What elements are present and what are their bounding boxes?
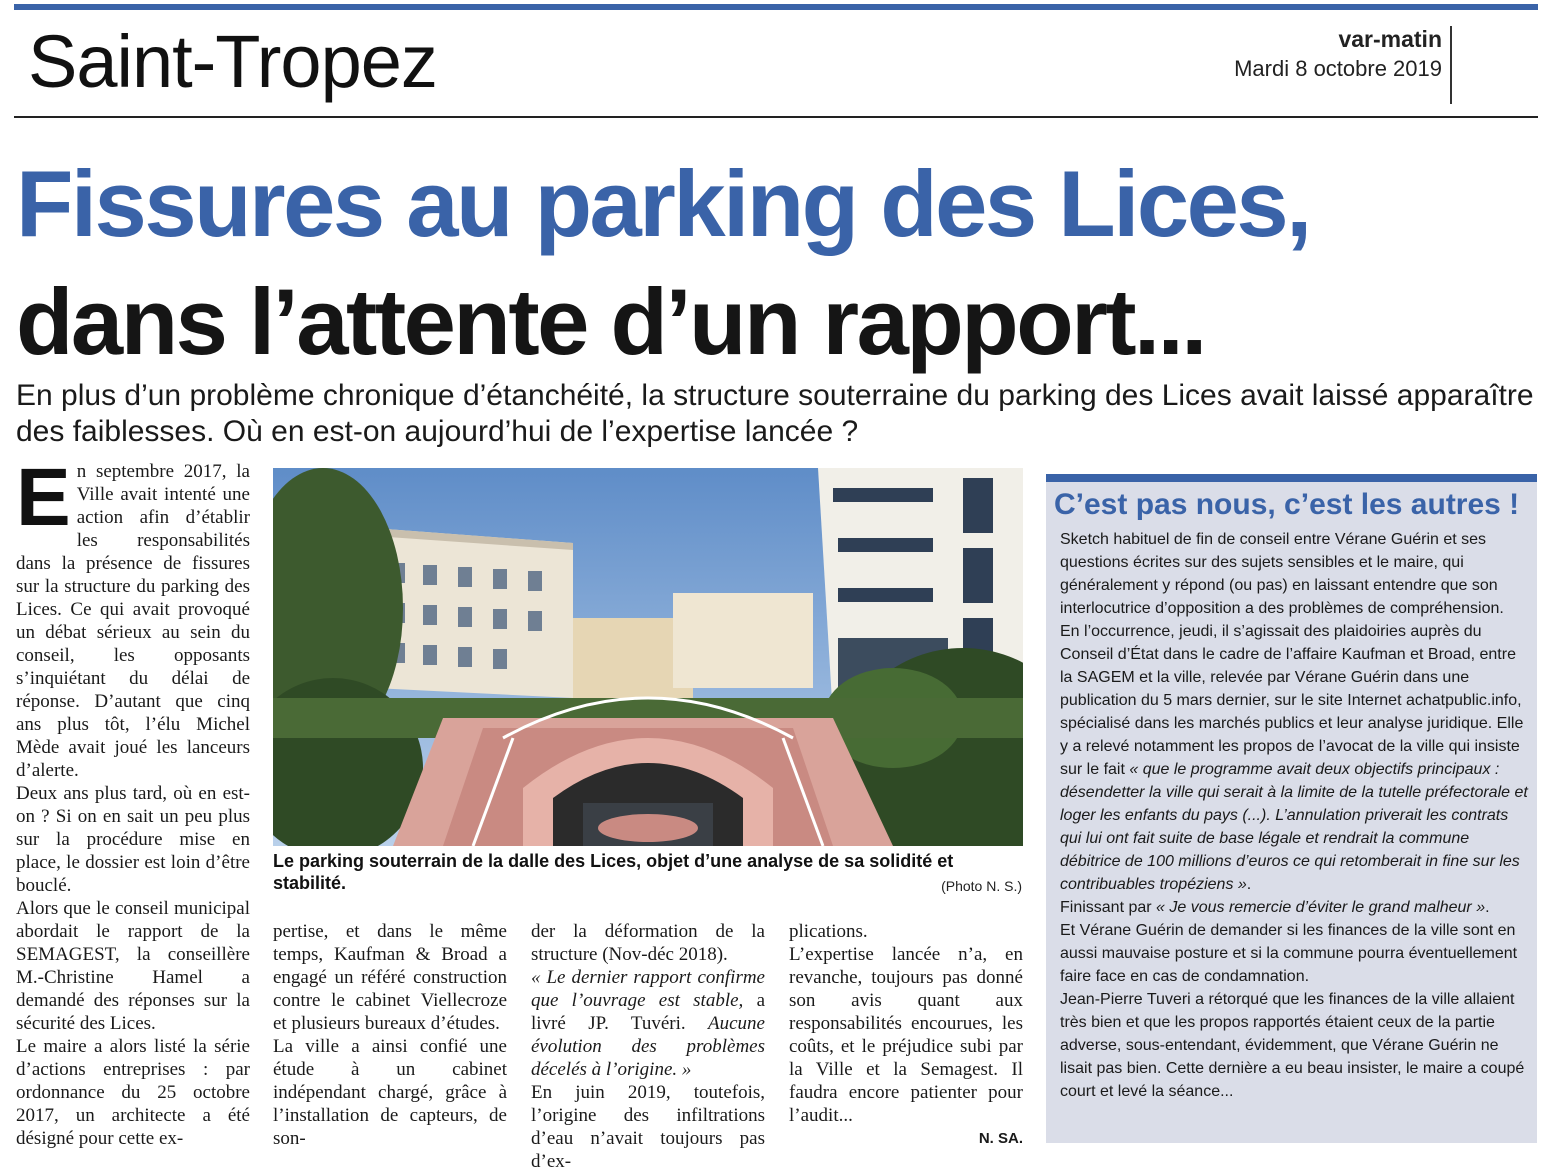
- sidebar-quote: « Je vous remercie d’éviter le grand malheur »: [1156, 899, 1486, 916]
- article-column-1: [16, 452, 250, 1150]
- sidebar-paragraph: Sketch habituel de fin de conseil entre Vérane Guérin et ses questions écrites sur des sujets sensibles et le maire, qui généralement y répond (ou pas) en laissant entendre que son interlocutrice d’opposition a des problèmes de compréhension.: [1060, 531, 1504, 617]
- sidebar-top-bar: [1046, 474, 1537, 482]
- quote-text: Aucune évolution des problèmes décelés à l’origine. »: [531, 1013, 765, 1080]
- paragraph: L’expertise lancée n’a, en revanche, toujours pas donné son avis quant aux responsabilités encourues, les coûts, et le préjudice subi par la Ville et la Semagest. Il faudra encore patienter pour l’audit...: [789, 944, 1023, 1126]
- quote-paragraph: [531, 966, 765, 1081]
- sidebar-text: Finissant par: [1060, 899, 1157, 916]
- article-column-2: [273, 920, 507, 1150]
- publication-date: Mardi 8 octobre 2019: [1234, 56, 1442, 81]
- paragraph: pertise, et dans le même temps, Kaufman & Broad a engagé un référé construction contre le cabinet Viellecroze et plusieurs bureaux d’études.: [273, 921, 507, 1034]
- headline-line-1: Fissures au parking des Lices,: [16, 151, 1310, 256]
- standfirst: En plus d’un problème chronique d’étanchéité, la structure souterraine du parking des Lices avait laissé apparaître des faiblesses. Où en est-on aujourd’hui de l’expertise lancée ?: [16, 379, 1534, 448]
- photo-credit: (Photo N. S.): [941, 878, 1022, 894]
- paragraph: der la déformation de la structure (Nov-déc 2018).: [531, 921, 765, 965]
- sidebar-box: [1046, 474, 1537, 1143]
- paragraph: La ville a ainsi confié une étude à un cabinet indépendant chargé, grâce à l’installation de capteurs, de son-: [273, 1036, 507, 1149]
- sidebar-paragraph: [1060, 620, 1530, 896]
- top-color-bar: [14, 4, 1538, 10]
- publication-name: var-matin: [1338, 26, 1442, 52]
- author-signature: N. SA.: [978, 1130, 1023, 1147]
- sidebar-text: En l’occurrence, jeudi, il s’agissait des plaidoiries auprès du Conseil d’État dans le cadre de l’affaire Kaufman et Broad, entre la SAGEM et la ville, relevée par Vérane Guérin dans une publication du 5 mars dernier, sur le site Internet achatpublic.info, spécialisé dans les marchés publics et leur analyse juridique. Elle y a relevé notamment les propos de l’avocat de la ville qui insiste sur le fait: [1060, 623, 1524, 778]
- paragraph-text: n septembre 2017, la Ville avait intenté une action afin d’établir les responsabilités dans la présence de fissures sur la structure du parking des Lices. Ce qui avait provoqué un débat sérieux au sein du conseil, les opposants s’inquiétant du délai de réponse. D’autant que cinq ans plus tôt, l’élu Michel Mède avait joué les lanceurs d’alerte.: [16, 461, 250, 781]
- header-divider: [1450, 26, 1452, 104]
- sidebar-paragraph: Et Vérane Guérin de demander si les finances de la ville sont en aussi mauvaise posture et si la commune pourra éventuellement faire face en cas de condamnation.: [1060, 922, 1518, 985]
- paragraph: Le maire a alors listé la série d’actions entreprises : par ordonnance du 25 octobre 2017, un architecte a été désigné pour cette ex-: [16, 1036, 250, 1149]
- quote-text: « Le dernier rapport confirme que l’ouvrage est stable,: [531, 967, 765, 1011]
- intro-paragraph: [16, 452, 250, 782]
- drop-cap: E: [16, 452, 71, 543]
- photo-caption: Le parking souterrain de la dalle des Lices, objet d’une analyse de sa solidité et stabilité.: [273, 851, 954, 893]
- sidebar-body: [1060, 528, 1530, 1103]
- section-kicker: Saint-Tropez: [28, 20, 437, 103]
- sidebar-paragraph: Jean-Pierre Tuveri a rétorqué que les finances de la ville allaient très bien et que les propos rapportés étaient ceux de la partie adverse, sous-entendant, évidemment, que Vérane Guérin ne lisait pas bien. Cette dernière a eu beau insister, le maire a coupé court et levé la séance...: [1060, 991, 1525, 1100]
- sidebar-text: .: [1246, 876, 1252, 893]
- article-column-3: [531, 920, 765, 1173]
- sidebar-text: .: [1485, 899, 1490, 916]
- article-column-4: [789, 920, 1023, 1150]
- paragraph: Alors que le conseil municipal abordait le rapport de la SEMAGEST, la conseillère M.-Christine Hamel a demandé des réponses sur la sécurité des Lices.: [16, 898, 250, 1034]
- sidebar-title: C’est pas nous, c’est les autres !: [1054, 488, 1520, 521]
- quote-attribution: a livré JP. Tuvéri.: [531, 990, 765, 1034]
- paragraph: Deux ans plus tard, où en est-on ? Si on en sait un peu plus sur la procédure mise en place, le dossier est loin d’être bouclé.: [16, 783, 250, 896]
- parking-photo: [273, 468, 1023, 846]
- sidebar-quote: « que le programme avait deux objectifs principaux : désendetter la ville qui serait à la limite de la tutelle préfectorale et loger les enfants du pays (...). L’annulation priverait les contrats qui lui ont fait suite de base légale et rendrait la commune débitrice de 100 millions d’euros ce qui retomberait in fine sur les contribuables tropéziens »: [1060, 761, 1528, 893]
- sidebar-paragraph: [1060, 896, 1530, 919]
- paragraph: plications.: [789, 921, 868, 942]
- headline-line-2: dans l’attente d’un rapport...: [16, 269, 1205, 374]
- paragraph: En juin 2019, toutefois, l’origine des infiltrations d’eau n’avait toujours pas d’ex-: [531, 1082, 765, 1172]
- header-rule: [14, 116, 1538, 118]
